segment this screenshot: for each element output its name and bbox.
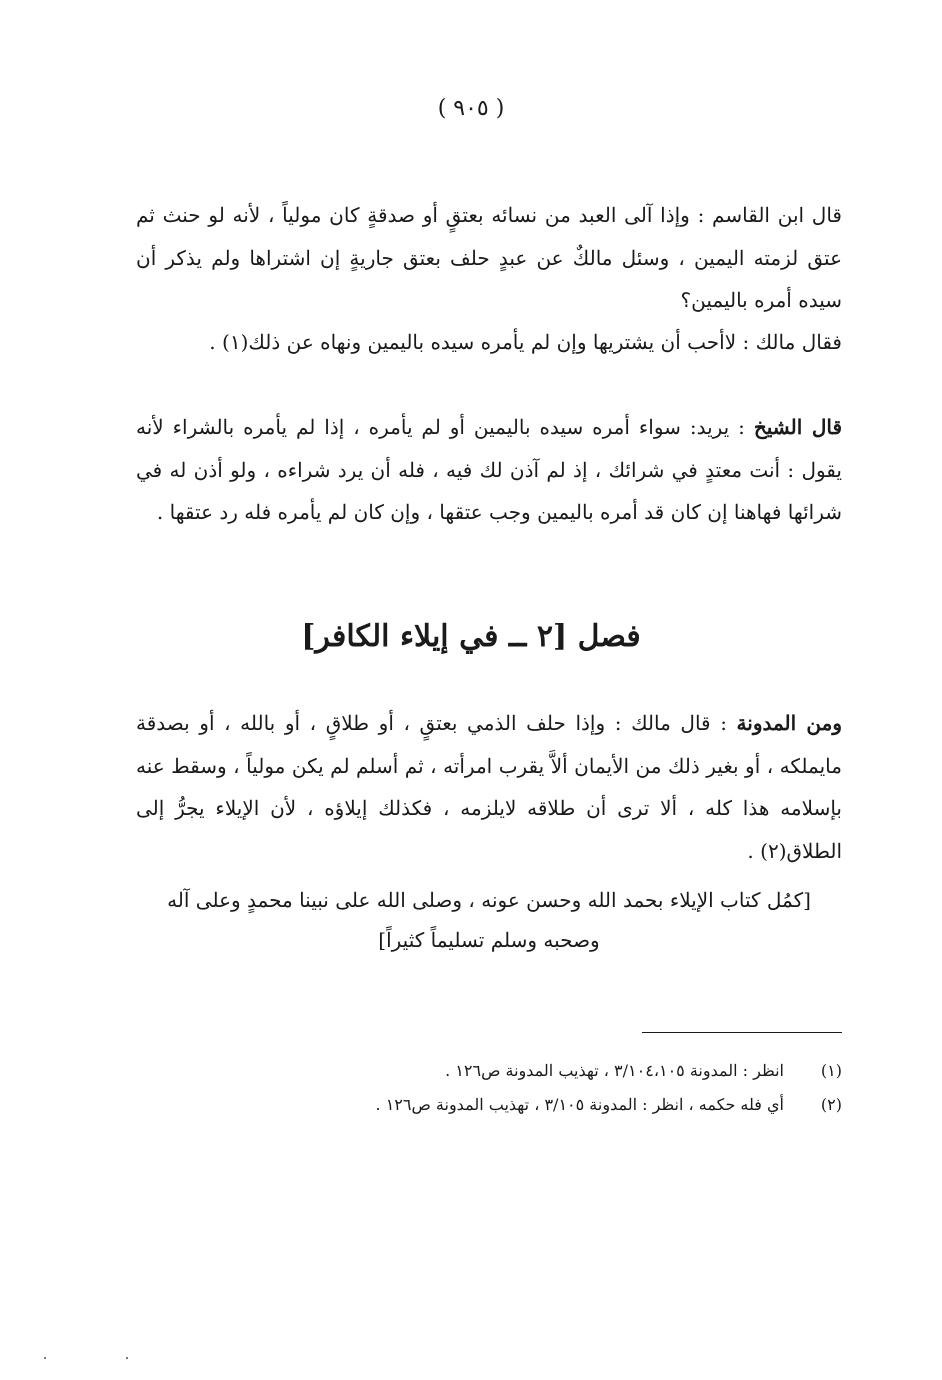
closing-line-1: [كمُل كتاب الإيلاء بحمد الله وحسن عونه ، وصلى الله على نبينا محمدٍ وعلى آله <box>167 888 811 912</box>
paragraph-ibn-al-qasim <box>136 194 842 322</box>
paragraph-al-shaykh <box>136 406 842 534</box>
paragraph-malik-answer <box>136 321 842 364</box>
paragraph-text: قال ابن القاسم : وإذا آلى العبد من نسائه بعتقٍ أو صدقةٍ كان مولياً ، لأنه لو حنث ثم عتق لزمته اليمين ، وسئل مالكٌ عن عبدٍ حلف بعتق جاريةٍ إن اشتراها ولم يذكر أن سيده أمره باليمين؟ <box>136 203 842 312</box>
paragraph-lead: قال الشيخ <box>753 415 842 439</box>
section-heading: فصل [٢ ــ في إيلاء الكافر] <box>301 619 641 654</box>
scan-speck <box>44 1357 46 1359</box>
footnote-divider <box>642 1032 842 1033</box>
paragraph-al-mudawwana <box>136 702 842 872</box>
footnote-text: أي فله حكمه ، انظر : المدونة ٣/١٠٥ ، تهذيب المدونة ص١٢٦ . <box>375 1095 784 1114</box>
scan-speck <box>126 1357 128 1359</box>
footnote-text: انظر : المدونة ٣/١٠٤،١٠٥ ، تهذيب المدونة ص١٢٦ . <box>445 1061 784 1080</box>
paragraph-body: : قال مالك : وإذا حلف الذمي بعتقٍ ، أو طلاقٍ ، أو بالله ، أو بصدقة مايملكه ، أو بغير ذلك من الأيمان ألاَّ يقرب امرأته ، ثم أسلم لم يكن مولياً ، وسقط عنه بإسلامه هذا كله ، ألا ترى أن طلاقه لايلزمه ، فكذلك إيلاؤه ، لأن الإيلاء يجرُّ إلى الطلاق(٢) . <box>136 711 842 863</box>
page-number: ( ٩٠٥ ) <box>437 96 505 121</box>
footnote-number: (٢) <box>820 1095 842 1114</box>
paragraph-body: : يريد: سواء أمره سيده باليمين أو لم يأمره ، إذا لم يأمره بالشراء لأنه يقول : أنت معتدٍ في شرائك ، إذ لم آذن لك فيه ، فله أن يرد شراءه ، ولو أذن له في شرائها فهاهنا إن كان قد أمره باليمين وجب عتقها ، وإن كان لم يأمره فله رد عتقها . <box>136 415 842 524</box>
footnote-item <box>136 1054 842 1088</box>
footnote-number: (١) <box>820 1061 842 1080</box>
footnotes <box>136 1054 842 1122</box>
paragraph-text <box>136 406 842 534</box>
paragraph-text <box>136 702 842 872</box>
closing-line-2: وصحبه وسلم تسليماً كثيراً] <box>378 928 600 952</box>
footnote-item <box>136 1088 842 1122</box>
paragraph-lead: ومن المدونة <box>736 711 843 735</box>
closing-formula <box>136 880 842 960</box>
paragraph-text: فقال مالك : لاأحب أن يشتريها وإن لم يأمره سيده باليمين ونهاه عن ذلك(١) . <box>209 330 842 354</box>
